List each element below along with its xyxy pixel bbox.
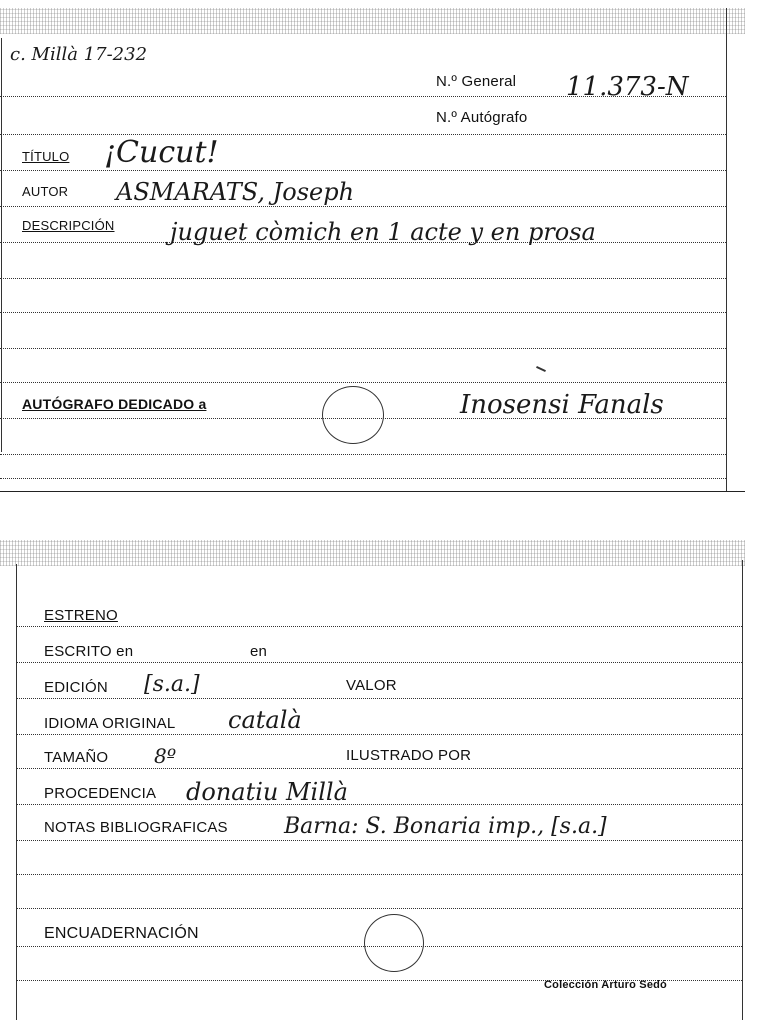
- general-number-value: 11.373-N: [566, 72, 689, 102]
- coleccion-label: Colección Arturo Sedó: [544, 979, 667, 991]
- call-number: c. Millà 17-232: [10, 44, 148, 65]
- tamano-label: TAMAÑO: [44, 749, 109, 766]
- autor-label: AUTOR: [22, 184, 69, 199]
- encuadernacion-label: ENCUADERNACIÓN: [44, 925, 199, 942]
- descripcion-value: juguet còmich en 1 acte y en prosa: [170, 218, 596, 246]
- general-number-label: N.º General: [436, 73, 517, 90]
- dedicado-value: Inosensi Fanals: [460, 390, 664, 420]
- scan-noise-top: [0, 540, 745, 566]
- scan-noise-top: [0, 8, 745, 34]
- titulo-value: ¡Cucut!: [104, 135, 219, 170]
- notas-label: NOTAS BIBLIOGRAFICAS: [44, 819, 228, 836]
- idioma-label: IDIOMA ORIGINAL: [44, 715, 176, 732]
- notas-value: Barna: S. Bonaria imp., [s.a.]: [284, 814, 607, 839]
- catalog-card-front: [0, 8, 745, 492]
- escrito-label: ESCRITO en: [44, 643, 134, 660]
- procedencia-value: donatiu Millà: [186, 778, 348, 806]
- card-left-edge: [16, 564, 17, 1020]
- punch-hole: [364, 914, 424, 972]
- autor-value: ASMARATS, Joseph: [116, 178, 355, 206]
- edicion-value: [s.a.]: [144, 672, 200, 697]
- tamano-value: 8º: [154, 744, 177, 768]
- escrito-en-label: en: [250, 643, 268, 660]
- card-right-edge: [742, 560, 743, 1020]
- card-right-edge: [726, 8, 727, 492]
- catalog-card-back: [0, 540, 745, 1020]
- edicion-label: EDICIÓN: [44, 679, 108, 696]
- autografo-number-label: N.º Autógrafo: [436, 109, 528, 126]
- titulo-label: TÍTULO: [22, 149, 70, 164]
- punch-hole: [322, 386, 384, 444]
- idioma-value: català: [228, 706, 302, 734]
- valor-label: VALOR: [346, 677, 397, 694]
- card-left-edge: [1, 38, 2, 452]
- ilustrado-label: ILUSTRADO POR: [346, 747, 472, 764]
- estreno-label: ESTRENO: [44, 607, 118, 624]
- dedicado-label: AUTÓGRAFO DEDICADO a: [22, 396, 207, 412]
- procedencia-label: PROCEDENCIA: [44, 785, 157, 802]
- descripcion-label: DESCRIPCIÓN: [22, 218, 115, 233]
